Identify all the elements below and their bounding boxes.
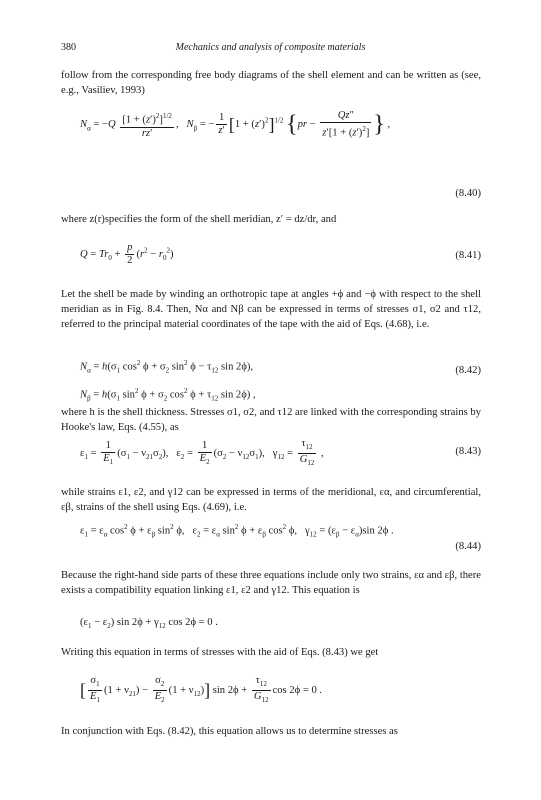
paragraph-1: follow from the corresponding free body diagrams of the shell element and can be written as (see, e.g., Vasiliev, 1993): [61, 70, 481, 97]
equation-8-41: $Q = Tr_0$ + $\frac{p}{2}$ $(r^2 - r_0^2)$: [80, 242, 174, 266]
paragraph-3: Let the shell be made by winding an orthotropic tape at angles +ϕ and −ϕ with respect to the shell meridian as in Fig. 8.4. Then, Nα and Nβ can be expressed in terms of stresses σ1, σ2 and τ12, referred to the principal material coordinates of the tape with the aid of Eqs. (4.68), i.e.: [61, 289, 481, 331]
equation-number-8-44: (8.44): [455, 541, 481, 552]
paragraph-7: Writing this equation in terms of stresses with the aid of Eqs. (8.43) we get: [61, 647, 379, 658]
running-title: Mechanics and analysis of composite materials: [175, 42, 366, 53]
paragraph-6: Because the right-hand side parts of these three equations include only two strains, εα and εβ, there exists a compatibility equation linking ε1, ε2 and γ12. This equation is: [61, 570, 481, 597]
equation-8-40: $N_\alpha = -Q$ $\frac{[1 + (z')^2]^{1/2}}{rz'}$ , $N_\beta$ = − $\frac{1}{z'}$ $[1 + (z')^2]^{1/2}$ {pr − $\frac{Qz''}{z'[1 + (z')^2]}$ } ,: [80, 110, 391, 139]
stress-compatibility-equation: [ $\frac{\sigma_1}{E_1}$ $(1 + \nu_{21})$ − $\frac{\sigma_2}{E_2}$ $(1 + \nu_{12})$] sin 2ϕ + $\frac{\tau_{12}}{G_{12}}$ cos 2ϕ = 0 .: [80, 675, 323, 705]
equation-number-8-40: (8.40): [455, 188, 481, 199]
compatibility-equation: $(\varepsilon_1 - \varepsilon_2)$ $\sin 2\phi + \gamma_{12}$ cos 2ϕ = 0 .: [80, 617, 218, 631]
page-number: 380: [61, 42, 76, 53]
equation-8-43: $\varepsilon_1$ = $\frac{1}{E_1}$ $(\sigma_1 - \nu_{21}\sigma_2)$, $\varepsilon_2$ = $\frac{1}{E_2}$ $(\sigma_2 - \nu_{12}\sigma_1)$, $\gamma_{12}$ = $\frac{\tau_{12}}{G_{12}}$ ,: [80, 438, 324, 468]
equation-number-8-42: (8.42): [455, 365, 481, 376]
equation-number-8-41: (8.41): [455, 250, 481, 261]
equation-8-42: $N_\alpha = h(\sigma_1$ $\cos^2 \phi + \sigma_2$ $\sin^2 \phi - \tau_{12}$ sin 2ϕ), $N_\beta = h(\sigma_1$ $\sin^2 \phi + \sigma_2$ $\cos^2 \phi + \tau_{12}$ sin 2ϕ) ,: [80, 359, 256, 403]
paragraph-8: In conjunction with Eqs. (8.42), this equation allows us to determine stresses as: [61, 726, 398, 737]
equation-number-8-43: (8.43): [455, 446, 481, 457]
equation-8-44: $\varepsilon_1 = \varepsilon_\alpha$ $\cos^2 \phi + \varepsilon_\beta$ $\sin^2 \phi$, $\varepsilon_2 = \varepsilon_\alpha$ $\sin^2 \phi + \varepsilon_\beta$ $\cos^2 \phi$, $\gamma_{12} = (\varepsilon_\beta - \varepsilon_\alpha)\sin$ 2ϕ .: [80, 523, 394, 539]
paragraph-4: where h is the shell thickness. Stresses σ1, σ2, and τ12 are linked with the corresponding strains by Hooke's law, Eqs. (4.55), as: [61, 407, 481, 434]
paragraph-5: while strains ε1, ε2, and γ12 can be expressed in terms of the meridional, εα, and circumferential, εβ, strains of the shell using Eqs. (4.69), i.e.: [61, 487, 481, 514]
paragraph-2: where z(r)specifies the form of the shell meridian, z′ = dz/dr, and: [61, 214, 337, 225]
